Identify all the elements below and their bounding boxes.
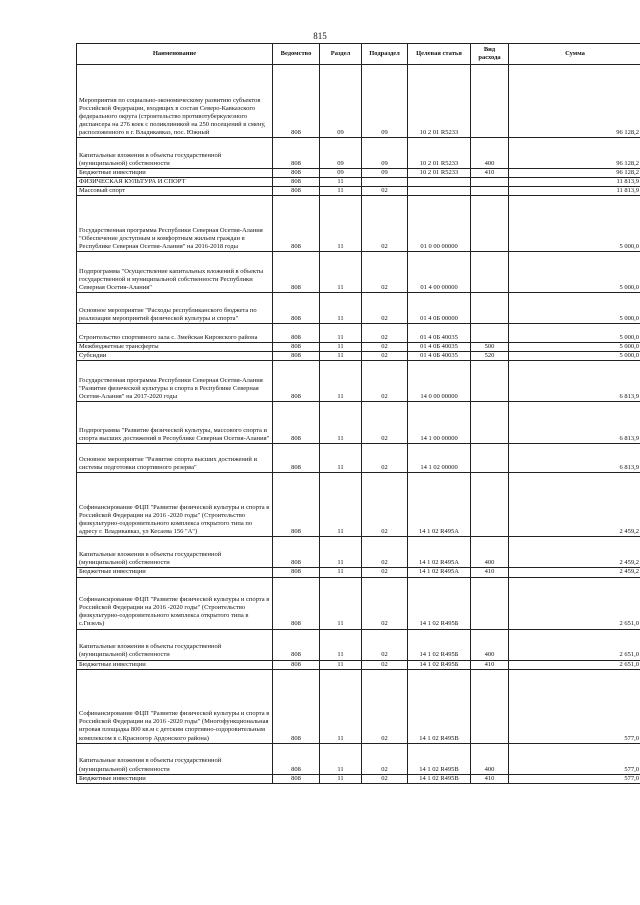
- row-name: Подпрограмма "Развитие физической культуры, массового спорта и спорта высших достижений в Республике Северная Осетия-Алания": [77, 402, 273, 444]
- budget-table: [76, 43, 640, 784]
- header-razdel: Раздел: [320, 44, 362, 65]
- row-podrazdel: 02: [362, 473, 408, 537]
- table-row: [77, 444, 640, 473]
- header-summa: Сумма: [509, 44, 640, 65]
- row-podrazdel: 02: [362, 577, 408, 629]
- row-razdel: 11: [320, 473, 362, 537]
- row-razdel: 11: [320, 444, 362, 473]
- row-summa: 96 128,2: [509, 169, 640, 178]
- row-statya: 14 1 00 00000: [408, 402, 471, 444]
- row-vedomstvo: 808: [273, 669, 320, 743]
- row-vid: 410: [471, 660, 509, 669]
- row-statya: 10 2 01 R5233: [408, 65, 471, 138]
- row-summa: 577,0: [509, 774, 640, 783]
- table-row: [77, 196, 640, 252]
- row-razdel: 09: [320, 138, 362, 169]
- row-vid: 400: [471, 537, 509, 568]
- row-razdel: 09: [320, 65, 362, 138]
- row-name: Софинансирование ФЦП "Развитие физической культуры и спорта в Российской Федерации на 2016 -2020 годы" (Строительство физкультурно-оздоровительного комплекса открытого типа в с.Гизель): [77, 577, 273, 629]
- header-statya: Целевая статья: [408, 44, 471, 65]
- row-vid: [471, 402, 509, 444]
- row-name: Бюджетные инвестиции: [77, 169, 273, 178]
- row-vid: [471, 293, 509, 324]
- row-name: Основное мероприятие "Расходы республиканского бюджета по реализации мероприятий физической культуры и спорта": [77, 293, 273, 324]
- row-vid: 410: [471, 774, 509, 783]
- row-vedomstvo: 808: [273, 444, 320, 473]
- row-statya: 10 2 01 R5233: [408, 138, 471, 169]
- row-podrazdel: 02: [362, 537, 408, 568]
- row-razdel: 11: [320, 187, 362, 196]
- row-podrazdel: 02: [362, 293, 408, 324]
- row-summa: 2 459,2: [509, 537, 640, 568]
- row-podrazdel: 02: [362, 352, 408, 361]
- row-razdel: 11: [320, 252, 362, 293]
- row-podrazdel: 02: [362, 629, 408, 660]
- row-vedomstvo: 808: [273, 629, 320, 660]
- row-podrazdel: 09: [362, 65, 408, 138]
- row-podrazdel: [362, 178, 408, 187]
- row-vedomstvo: 808: [273, 187, 320, 196]
- row-vid: 500: [471, 343, 509, 352]
- header-name: Наименование: [77, 44, 273, 65]
- row-vedomstvo: 808: [273, 293, 320, 324]
- row-razdel: 11: [320, 178, 362, 187]
- row-name: Бюджетные инвестиции: [77, 774, 273, 783]
- row-statya: 14 0 00 00000: [408, 361, 471, 402]
- row-podrazdel: 02: [362, 669, 408, 743]
- row-statya: 01 4 0Б 40035: [408, 352, 471, 361]
- table-row: [77, 473, 640, 537]
- row-summa: 2 459,2: [509, 568, 640, 577]
- row-vedomstvo: 808: [273, 660, 320, 669]
- table-row: [77, 774, 640, 783]
- row-vid: [471, 178, 509, 187]
- table-row: [77, 402, 640, 444]
- row-vedomstvo: 808: [273, 138, 320, 169]
- row-podrazdel: 02: [362, 361, 408, 402]
- row-summa: 6 813,9: [509, 402, 640, 444]
- row-vedomstvo: 808: [273, 178, 320, 187]
- row-name: Софинансирование ФЦП "Развитие физической культуры и спорта в Российской Федерации на 2016 -2020 годы" (Многофункциональная игровая площадка 800 кв.м с детским спортивно-оздоровительным комплексом в с.Красногор Ардонского района): [77, 669, 273, 743]
- row-name: Софинансирование ФЦП "Развитие физической культуры и спорта в Российской Федерации на 2016 -2020 годы" (Строительство физкультурно-оздоровительного комплекса открытого типа по адресу г. Владикавказ, ул Кесаева 156 "А"): [77, 473, 273, 537]
- row-name: Бюджетные инвестиции: [77, 660, 273, 669]
- row-vedomstvo: 808: [273, 537, 320, 568]
- table-row: [77, 343, 640, 352]
- row-razdel: 11: [320, 293, 362, 324]
- row-razdel: 11: [320, 352, 362, 361]
- row-vid: [471, 577, 509, 629]
- row-name: Государственная программа Республики Северная Осетия-Алания "Обеспечение доступным и комфортным жильем граждан в Республике Северная Осетия-Алания" на 2016-2018 годы: [77, 196, 273, 252]
- table-row: [77, 252, 640, 293]
- row-vid: [471, 473, 509, 537]
- table-header-row: [77, 44, 640, 65]
- row-vid: 400: [471, 743, 509, 774]
- row-summa: 6 813,9: [509, 444, 640, 473]
- table-row: [77, 537, 640, 568]
- table-row: [77, 324, 640, 343]
- row-summa: 6 813,9: [509, 361, 640, 402]
- row-statya: 01 4 00 00000: [408, 252, 471, 293]
- header-podrazdel: Подраздел: [362, 44, 408, 65]
- row-vid: [471, 444, 509, 473]
- row-vid: 410: [471, 169, 509, 178]
- row-statya: 14 1 02 R495Б: [408, 660, 471, 669]
- row-podrazdel: 02: [362, 187, 408, 196]
- row-statya: 01 4 0Б 40035: [408, 343, 471, 352]
- row-vid: [471, 252, 509, 293]
- row-statya: 14 1 02 R495В: [408, 669, 471, 743]
- row-statya: 14 1 02 R495Б: [408, 629, 471, 660]
- row-vedomstvo: 808: [273, 774, 320, 783]
- row-name: Основное мероприятие "Развитие спорта высших достижений и системы подготовки спортивного резерва": [77, 444, 273, 473]
- row-vedomstvo: 808: [273, 473, 320, 537]
- row-vid: 400: [471, 629, 509, 660]
- row-vid: [471, 361, 509, 402]
- row-statya: 14 1 02 R495В: [408, 743, 471, 774]
- row-summa: 577,0: [509, 669, 640, 743]
- row-podrazdel: 02: [362, 568, 408, 577]
- row-summa: 5 000,0: [509, 293, 640, 324]
- row-statya: 10 2 01 R5233: [408, 169, 471, 178]
- row-razdel: 11: [320, 577, 362, 629]
- row-podrazdel: 02: [362, 402, 408, 444]
- row-statya: 14 1 02 R495А: [408, 473, 471, 537]
- row-vid: 400: [471, 138, 509, 169]
- row-podrazdel: 02: [362, 444, 408, 473]
- row-name: Мероприятия по социально-экономическому развитию субъектов Российской Федерации, входящих в состав Северо-Кавказского федерального округа (строительство противотуберкулезного диспансера на 276 коек с поликлиникой на 250 посещений в смену, расположенного в г. Владикавказ, пос. Южный: [77, 65, 273, 138]
- row-summa: 5 000,0: [509, 252, 640, 293]
- row-podrazdel: 02: [362, 343, 408, 352]
- row-podrazdel: 09: [362, 138, 408, 169]
- row-razdel: 11: [320, 669, 362, 743]
- row-vedomstvo: 808: [273, 352, 320, 361]
- row-statya: [408, 178, 471, 187]
- row-razdel: 11: [320, 361, 362, 402]
- row-vedomstvo: 808: [273, 343, 320, 352]
- row-name: Подпрограмма "Осуществление капитальных вложений в объекты государственной и муниципальной собственности Республики Северная Осетия-Алания": [77, 252, 273, 293]
- row-vedomstvo: 808: [273, 252, 320, 293]
- row-summa: 5 000,0: [509, 324, 640, 343]
- row-statya: 14 1 02 00000: [408, 444, 471, 473]
- row-name: Капитальные вложения в объекты государственной (муниципальной) собственности: [77, 743, 273, 774]
- row-razdel: 11: [320, 537, 362, 568]
- row-vedomstvo: 808: [273, 324, 320, 343]
- row-summa: 2 459,2: [509, 473, 640, 537]
- row-razdel: 11: [320, 660, 362, 669]
- row-razdel: 11: [320, 774, 362, 783]
- row-statya: [408, 187, 471, 196]
- row-razdel: 11: [320, 324, 362, 343]
- row-name: Капитальные вложения в объекты государственной (муниципальной) собственности: [77, 629, 273, 660]
- table-row: [77, 169, 640, 178]
- row-razdel: 11: [320, 343, 362, 352]
- row-vid: 520: [471, 352, 509, 361]
- table-row: [77, 293, 640, 324]
- table-row: [77, 352, 640, 361]
- table-row: [77, 361, 640, 402]
- row-podrazdel: 02: [362, 196, 408, 252]
- row-name: Массовый спорт: [77, 187, 273, 196]
- table-row: [77, 187, 640, 196]
- row-summa: 96 128,2: [509, 65, 640, 138]
- row-podrazdel: 02: [362, 660, 408, 669]
- row-vid: [471, 65, 509, 138]
- row-razdel: 11: [320, 196, 362, 252]
- row-statya: 14 1 02 R495В: [408, 774, 471, 783]
- row-razdel: 11: [320, 568, 362, 577]
- table-row: [77, 660, 640, 669]
- row-vedomstvo: 808: [273, 65, 320, 138]
- table-row: [77, 568, 640, 577]
- row-razdel: 11: [320, 629, 362, 660]
- row-razdel: 09: [320, 169, 362, 178]
- row-vedomstvo: 808: [273, 402, 320, 444]
- row-statya: 14 1 02 R495Б: [408, 577, 471, 629]
- row-vedomstvo: 808: [273, 361, 320, 402]
- row-vedomstvo: 808: [273, 743, 320, 774]
- row-name: Государственная программа Республики Северная Осетия-Алания "Развитие физической культуры и спорта в Республике Северная Осетия-Алания" на 2017-2020 годы: [77, 361, 273, 402]
- row-name: Капитальные вложения в объекты государственной (муниципальной) собственности: [77, 537, 273, 568]
- row-name: Бюджетные инвестиции: [77, 568, 273, 577]
- row-vid: [471, 669, 509, 743]
- row-summa: 5 000,0: [509, 343, 640, 352]
- row-statya: 01 0 00 00000: [408, 196, 471, 252]
- row-name: Капитальные вложения в объекты государственной (муниципальной) собственности: [77, 138, 273, 169]
- row-statya: 14 1 02 R495А: [408, 537, 471, 568]
- row-summa: 5 000,0: [509, 352, 640, 361]
- row-podrazdel: 02: [362, 774, 408, 783]
- row-vid: [471, 324, 509, 343]
- table-row: [77, 577, 640, 629]
- table-row: [77, 743, 640, 774]
- row-summa: 2 651,0: [509, 629, 640, 660]
- table-row: [77, 138, 640, 169]
- row-vedomstvo: 808: [273, 577, 320, 629]
- table-row: [77, 65, 640, 138]
- row-name: Строительство спортивного зала с. Змейская Кировского района: [77, 324, 273, 343]
- row-vid: [471, 187, 509, 196]
- row-razdel: 11: [320, 402, 362, 444]
- table-row: [77, 629, 640, 660]
- row-statya: 14 1 02 R495А: [408, 568, 471, 577]
- row-vedomstvo: 808: [273, 196, 320, 252]
- row-name: Межбюджетные трансферты: [77, 343, 273, 352]
- row-summa: 577,0: [509, 743, 640, 774]
- row-summa: 5 000,0: [509, 196, 640, 252]
- row-podrazdel: 02: [362, 252, 408, 293]
- header-vid: Вид расхода: [471, 44, 509, 65]
- table-row: [77, 178, 640, 187]
- row-summa: 11 813,9: [509, 187, 640, 196]
- row-name: ФИЗИЧЕСКАЯ КУЛЬТУРА И СПОРТ: [77, 178, 273, 187]
- row-podrazdel: 02: [362, 743, 408, 774]
- row-summa: 96 128,2: [509, 138, 640, 169]
- row-summa: 2 651,0: [509, 577, 640, 629]
- row-vedomstvo: 808: [273, 568, 320, 577]
- row-podrazdel: 02: [362, 324, 408, 343]
- table-row: [77, 669, 640, 743]
- row-statya: 01 4 0Б 00000: [408, 293, 471, 324]
- page-number: 815: [313, 31, 327, 41]
- row-razdel: 11: [320, 743, 362, 774]
- row-statya: 01 4 0Б 40035: [408, 324, 471, 343]
- row-name: Субсидии: [77, 352, 273, 361]
- row-summa: 11 813,9: [509, 178, 640, 187]
- row-vid: [471, 196, 509, 252]
- row-vid: 410: [471, 568, 509, 577]
- row-podrazdel: 09: [362, 169, 408, 178]
- row-vedomstvo: 808: [273, 169, 320, 178]
- row-summa: 2 651,0: [509, 660, 640, 669]
- header-vedomstvo: Ведомство: [273, 44, 320, 65]
